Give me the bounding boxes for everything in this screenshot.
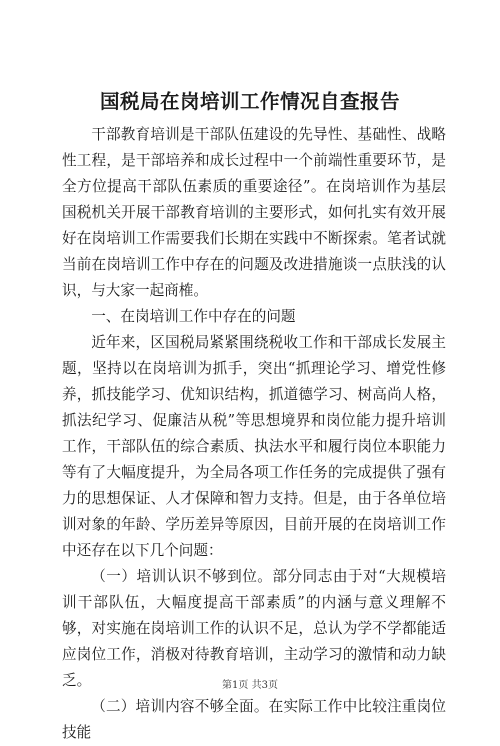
paragraph-point-1: （一）培训认识不够到位。部分同志由于对“大规模培训干部队伍，大幅度提高干部素质”的内涵与意义理解不够，对实施在岗培训工作的认识不足，总认为学不学都能适应岗位工作，消极对待教育培训，主动学习的激情和动力缺乏。 [62, 568, 446, 689]
paragraph-point-2: （二）培训内容不够全面。在实际工作中比较注重岗位技能 [62, 698, 446, 741]
paragraph-background: 近年来，区国税局紧紧围绕税收工作和干部成长发展主题，坚持以在岗培训为抓手，突出“抓理论学习、增党性修养，抓技能学习、优知识结构，抓道德学习、树高尚人格，抓法纪学习、促廉洁从税”等思想境界和岗位能力提升培训工作，干部队伍的综合素质、执法水平和履行岗位本职能力等有了大幅度提升，为全局各项工作任务的完成提供了强有力的思想保证、人才保障和智力支持。但是，由于各单位培训对象的年龄、学历差异等原因，目前开展的在岗培训工作中还存在以下几个问题： [62, 334, 446, 559]
document-title: 国税局在岗培训工作情况自查报告 [99, 90, 400, 113]
document-body [62, 122, 446, 746]
page-footer: 第1页 共3页 [222, 680, 278, 691]
section-heading-problems: 一、在岗培训工作中存在的问题 [91, 308, 296, 325]
paragraph-intro: 干部教育培训是干部队伍建设的先导性、基础性、战略性工程，是干部培养和成长过程中一个前端性重要环节，是全方位提高干部队伍素质的重要途径”。在岗培训作为基层国税机关开展干部教育培训的主要形式，如何扎实有效开展好在岗培训工作需要我们长期在实践中不断探索。笔者试就当前在岗培训工作中存在的问题及改进措施谈一点肤浅的认识，与大家一起商榷。 [62, 126, 446, 299]
